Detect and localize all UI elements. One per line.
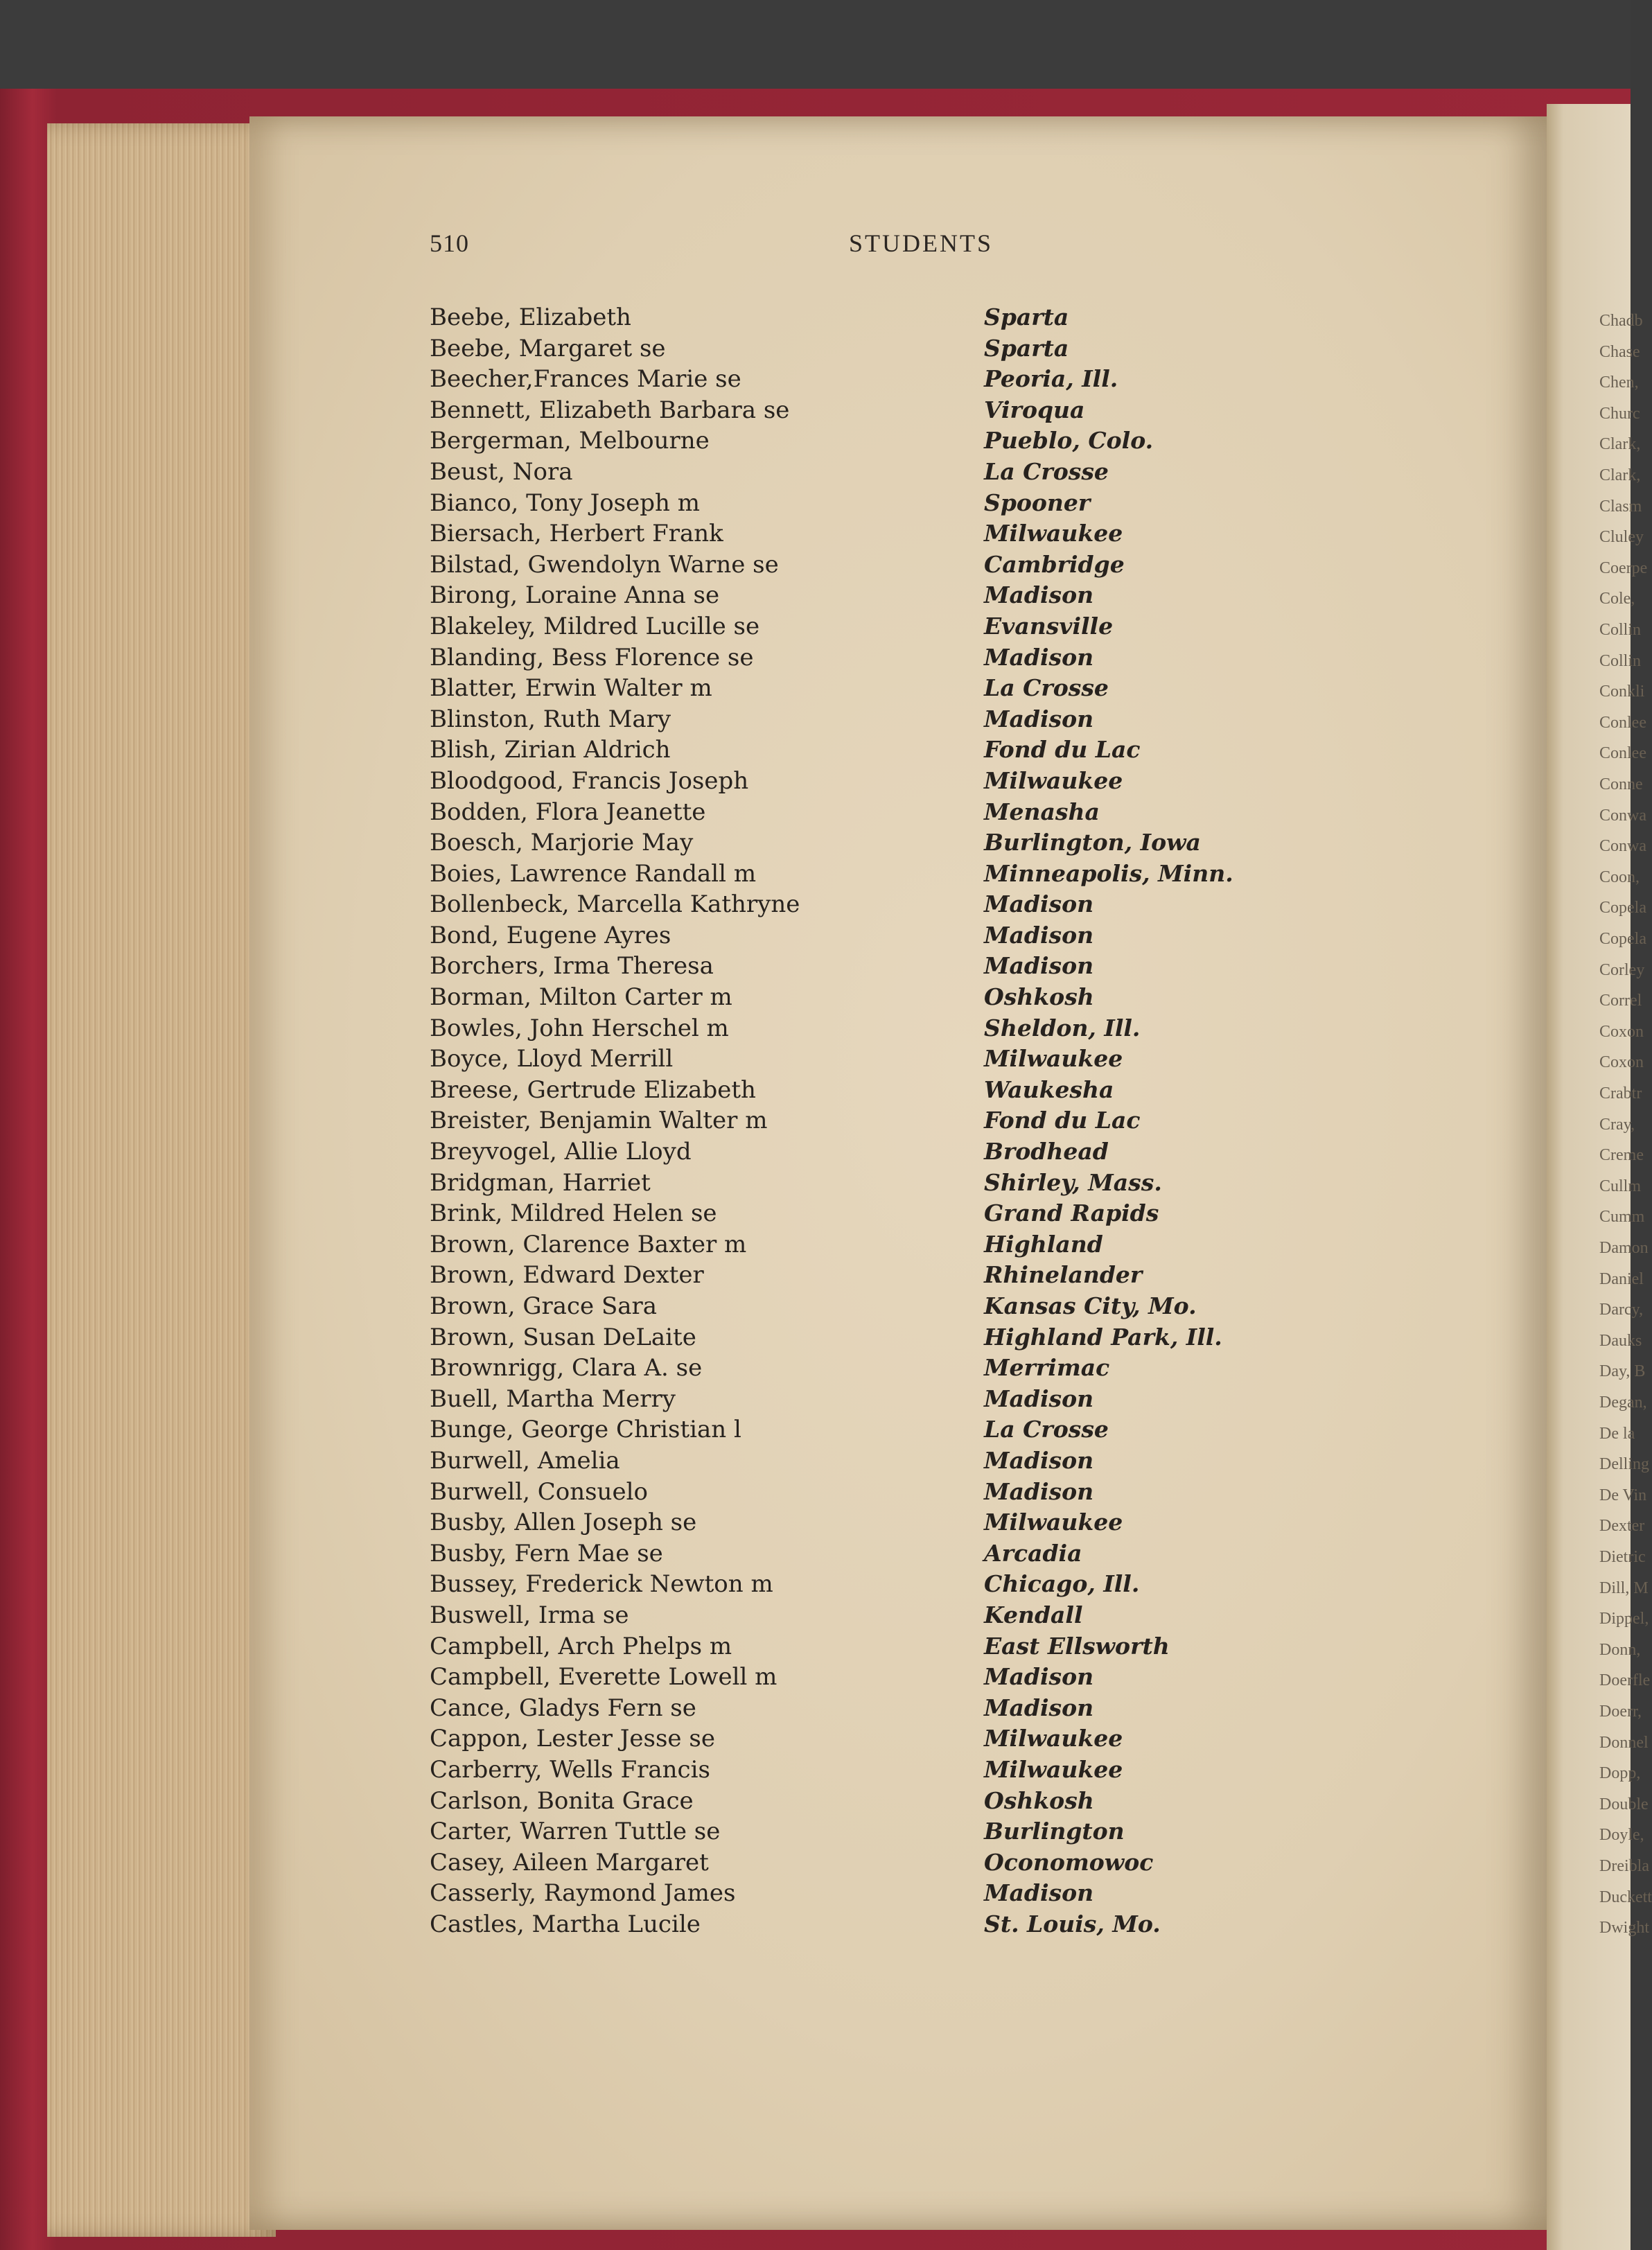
student-entry (430, 704, 1330, 735)
facing-page-fragment: Clark, (1599, 466, 1641, 484)
student-hometown: Oshkosh (984, 983, 1094, 1011)
student-name: Bloodgood, Francis Joseph (430, 766, 749, 795)
student-name: Campbell, Arch Phelps m (430, 1632, 732, 1660)
facing-page-fragment: Clark, (1599, 435, 1641, 454)
student-list (430, 302, 1330, 1940)
student-name: Bowles, John Herschel m (430, 1014, 729, 1042)
student-hometown: La Crosse (984, 674, 1109, 702)
student-entry (430, 859, 1330, 890)
student-hometown: Kansas City, Mo. (984, 1292, 1197, 1319)
student-hometown: Sparta (984, 334, 1069, 362)
facing-page-fragment: Creme (1599, 1146, 1644, 1165)
student-name: Buswell, Irma se (430, 1601, 629, 1629)
student-name: Brown, Susan DeLaite (430, 1323, 696, 1351)
student-name: Carberry, Wells Francis (430, 1755, 710, 1784)
student-name: Bilstad, Gwendolyn Warne se (430, 550, 779, 579)
student-hometown: Highland Park, Ill. (984, 1323, 1222, 1351)
student-hometown: Oshkosh (984, 1786, 1094, 1814)
student-hometown: Sparta (984, 304, 1069, 331)
facing-page-fragment: Coxon (1599, 1022, 1644, 1041)
student-entry (430, 1662, 1330, 1693)
facing-page-fragment: Doyle, (1599, 1826, 1644, 1845)
student-entry (430, 1786, 1330, 1817)
facing-page-fragment: Copela (1599, 899, 1646, 917)
student-entry (430, 1755, 1330, 1786)
student-entry (430, 889, 1330, 920)
facing-page-fragment: Collin (1599, 621, 1642, 639)
student-name: Brownrigg, Clara A. se (430, 1354, 703, 1382)
student-hometown: Madison (984, 1385, 1094, 1412)
facing-page-fragment: Dauks (1599, 1331, 1642, 1350)
student-name: Beust, Nora (430, 457, 573, 486)
student-name: Bond, Eugene Ayres (430, 921, 671, 949)
student-hometown: Fond du Lac (984, 736, 1141, 764)
student-name: Boies, Lawrence Randall m (430, 859, 757, 888)
facing-page-fragment: Coxon (1599, 1053, 1644, 1072)
student-name: Bridgman, Harriet (430, 1168, 651, 1197)
student-name: Blish, Zirian Aldrich (430, 736, 671, 764)
student-name: Beebe, Margaret se (430, 334, 666, 362)
student-entry (430, 302, 1330, 333)
student-hometown: Madison (984, 1446, 1094, 1474)
facing-page-fragment: Chase (1599, 342, 1640, 361)
student-name: Boyce, Lloyd Merrill (430, 1045, 674, 1073)
student-entry (430, 920, 1330, 951)
student-name: Casey, Aileen Margaret (430, 1848, 709, 1877)
student-hometown: Madison (984, 581, 1094, 609)
facing-page-fragment: Duckett (1599, 1888, 1652, 1906)
student-hometown: Milwaukee (984, 1755, 1123, 1783)
student-entry (430, 1168, 1330, 1199)
student-hometown: Madison (984, 1663, 1094, 1691)
student-name: Boesch, Marjorie May (430, 829, 694, 857)
student-hometown: Madison (984, 1477, 1094, 1505)
student-hometown: Minneapolis, Minn. (984, 859, 1233, 887)
student-entry (430, 1600, 1330, 1631)
student-name: Brink, Mildred Helen se (430, 1199, 717, 1228)
student-name: Carter, Warren Tuttle se (430, 1818, 721, 1846)
facing-page-fragment: Delling (1599, 1455, 1649, 1474)
student-entry (430, 611, 1330, 642)
student-name: Breese, Gertrude Elizabeth (430, 1075, 756, 1104)
student-name: Brown, Edward Dexter (430, 1261, 704, 1290)
student-hometown: Madison (984, 890, 1094, 918)
student-hometown: La Crosse (984, 457, 1109, 485)
student-hometown: Madison (984, 952, 1094, 980)
facing-page-fragment: Corley (1599, 960, 1645, 979)
student-entry (430, 1816, 1330, 1847)
facing-page-fragment: De la (1599, 1424, 1635, 1443)
student-entry (430, 1693, 1330, 1724)
facing-page-fragment: Conwa (1599, 806, 1646, 825)
student-entry (430, 1198, 1330, 1229)
facing-page-fragment: Coerpe (1599, 559, 1648, 577)
student-name: Borman, Milton Carter m (430, 983, 732, 1012)
page-title: STUDENTS (849, 229, 994, 257)
student-entry (430, 1384, 1330, 1415)
student-entry (430, 766, 1330, 797)
student-hometown: Merrimac (984, 1354, 1110, 1382)
student-hometown: Milwaukee (984, 766, 1123, 794)
student-name: Burwell, Consuelo (430, 1477, 648, 1506)
student-entry (430, 550, 1330, 581)
facing-page-fragment: Copela (1599, 930, 1646, 948)
student-entry (430, 1631, 1330, 1662)
student-entry (430, 951, 1330, 982)
facing-page-fragment: Donnel (1599, 1733, 1649, 1752)
facing-page-fragment: Conlee (1599, 744, 1646, 763)
student-entry (430, 1105, 1330, 1136)
student-name: Biersach, Herbert Frank (430, 520, 723, 548)
facing-page-fragment: Dietric (1599, 1548, 1646, 1566)
student-hometown: Madison (984, 1694, 1094, 1721)
facing-page-fragment: De Vin (1599, 1486, 1647, 1504)
student-name: Burwell, Amelia (430, 1446, 620, 1475)
student-hometown: Shirley, Mass. (984, 1168, 1162, 1196)
student-entry (430, 1013, 1330, 1044)
student-entry (430, 1229, 1330, 1260)
student-name: Beebe, Elizabeth (430, 304, 631, 331)
student-name: Busby, Allen Joseph se (430, 1509, 697, 1537)
student-entry (430, 1507, 1330, 1538)
facing-page-fragment: Dwight (1599, 1919, 1649, 1937)
student-name: Brown, Grace Sara (430, 1292, 658, 1320)
student-entry (430, 1878, 1330, 1909)
student-entry (430, 518, 1330, 550)
student-hometown: Madison (984, 1879, 1094, 1907)
student-entry (430, 1075, 1330, 1106)
student-name: Blakeley, Mildred Lucille se (430, 612, 760, 640)
student-name: Blanding, Bess Florence se (430, 643, 754, 671)
facing-page-fragment: Correl (1599, 992, 1642, 1010)
student-name: Bianco, Tony Joseph m (430, 489, 700, 517)
facing-page-fragment: Degan, (1599, 1394, 1647, 1412)
student-name: Borchers, Irma Theresa (430, 952, 714, 981)
student-entry (430, 1847, 1330, 1879)
facing-page-fragment: Damon (1599, 1239, 1649, 1257)
student-hometown: Brodhead (984, 1138, 1109, 1166)
student-entry (430, 1260, 1330, 1291)
student-hometown: Burlington, Iowa (984, 829, 1201, 856)
student-name: Bodden, Flora Jeanette (430, 798, 706, 826)
student-name: Bennett, Elizabeth Barbara se (430, 396, 790, 424)
student-entry (430, 1723, 1330, 1755)
student-hometown: Oconomowoc (984, 1848, 1154, 1876)
student-entry (430, 364, 1330, 395)
student-hometown: Fond du Lac (984, 1107, 1141, 1134)
facing-page-fragment: Cole, (1599, 590, 1635, 608)
student-name: Bollenbeck, Marcella Kathryne (430, 890, 800, 919)
student-hometown: Highland (984, 1230, 1103, 1258)
student-hometown: Madison (984, 705, 1094, 732)
facing-page-fragment: Dill, M (1599, 1579, 1649, 1597)
student-hometown: East Ellsworth (984, 1632, 1170, 1660)
student-name: Breyvogel, Allie Lloyd (430, 1138, 692, 1166)
facing-page-fragment: Coon, (1599, 868, 1640, 886)
student-hometown: Milwaukee (984, 1509, 1123, 1536)
facing-page-fragment: Dippel, (1599, 1610, 1649, 1628)
student-entry (430, 425, 1330, 457)
student-name: Campbell, Everette Lowell m (430, 1663, 777, 1691)
student-hometown: Pueblo, Colo. (984, 427, 1154, 455)
student-hometown: Evansville (984, 612, 1114, 640)
facing-page-fragment: Cray, (1599, 1115, 1635, 1134)
facing-page-fragment: Churc (1599, 404, 1640, 423)
student-hometown: Spooner (984, 489, 1091, 516)
student-name: Carlson, Bonita Grace (430, 1786, 694, 1815)
student-entry (430, 1909, 1330, 1940)
student-entry (430, 735, 1330, 766)
student-name: Castles, Martha Lucile (430, 1910, 701, 1938)
student-entry (430, 333, 1330, 364)
facing-page-fragment: Doerfle (1599, 1671, 1651, 1690)
student-name: Birong, Loraine Anna se (430, 581, 720, 610)
student-entry (430, 488, 1330, 519)
facing-page-fragment: Double (1599, 1795, 1649, 1813)
student-hometown: Sheldon, Ill. (984, 1014, 1141, 1041)
student-name: Beecher,Frances Marie se (430, 365, 741, 394)
facing-page-fragment: Conlee (1599, 713, 1646, 732)
facing-page-fragment: Doerr, (1599, 1703, 1642, 1721)
student-entry (430, 1353, 1330, 1384)
student-entry (430, 457, 1330, 488)
student-hometown: Madison (984, 921, 1094, 949)
student-entry (430, 1044, 1330, 1075)
student-name: Blinston, Ruth Mary (430, 705, 671, 733)
student-hometown: Arcadia (984, 1539, 1082, 1567)
facing-page-fragment: Conne (1599, 775, 1643, 793)
student-entry (430, 827, 1330, 859)
student-name: Breister, Benjamin Walter m (430, 1107, 768, 1135)
student-hometown: Menasha (984, 798, 1100, 825)
facing-page-fragment: Donn, (1599, 1640, 1641, 1659)
facing-page-fragment: Daniel (1599, 1269, 1644, 1288)
page-number: 510 (430, 229, 469, 257)
student-name: Casserly, Raymond James (430, 1879, 736, 1908)
facing-page-fragment: Day, B (1599, 1362, 1646, 1381)
student-entry (430, 673, 1330, 704)
facing-page-fragment: Dopp, (1599, 1764, 1641, 1783)
facing-page-fragment: Crabtr (1599, 1084, 1642, 1102)
student-hometown: Milwaukee (984, 1045, 1123, 1073)
student-name: Bunge, George Christian l (430, 1416, 741, 1444)
student-hometown: Peoria, Ill. (984, 365, 1118, 393)
student-name: Blatter, Erwin Walter m (430, 674, 712, 703)
facing-page-fragment: Collin (1599, 651, 1642, 670)
facing-page-fragment: Conwa (1599, 837, 1646, 856)
student-name: Cappon, Lester Jesse se (430, 1725, 715, 1753)
student-hometown: Grand Rapids (984, 1199, 1159, 1227)
student-entry (430, 1291, 1330, 1322)
student-hometown: Cambridge (984, 550, 1125, 578)
student-hometown: Rhinelander (984, 1261, 1143, 1289)
student-hometown: Milwaukee (984, 520, 1123, 547)
student-entry (430, 1569, 1330, 1600)
student-entry (430, 580, 1330, 611)
student-entry (430, 1322, 1330, 1353)
student-name: Buell, Martha Merry (430, 1385, 676, 1413)
facing-page-fragment: Chen, (1599, 373, 1639, 392)
facing-page-fragment: Clasm (1599, 497, 1642, 516)
student-entry (430, 1136, 1330, 1168)
student-entry (430, 642, 1330, 674)
student-name: Brown, Clarence Baxter m (430, 1230, 747, 1258)
student-hometown: Milwaukee (984, 1725, 1123, 1752)
student-hometown: St. Louis, Mo. (984, 1910, 1161, 1937)
student-entry (430, 395, 1330, 426)
student-entry (430, 982, 1330, 1013)
student-hometown: Viroqua (984, 396, 1085, 423)
student-hometown: Kendall (984, 1601, 1083, 1628)
facing-page-fragment: Darcy, (1599, 1301, 1644, 1319)
student-hometown: Chicago, Ill. (984, 1570, 1140, 1598)
student-entry (430, 1538, 1330, 1570)
student-name: Busby, Fern Mae se (430, 1539, 663, 1567)
student-hometown: Madison (984, 643, 1094, 671)
student-hometown: La Crosse (984, 1416, 1109, 1443)
student-name: Bergerman, Melbourne (430, 427, 710, 455)
page-block-edge (47, 123, 276, 2237)
student-hometown: Waukesha (984, 1075, 1114, 1103)
facing-page-fragment: Cullm (1599, 1177, 1642, 1195)
facing-page-fragment: Dreibla (1599, 1857, 1649, 1875)
facing-page-edge (1547, 104, 1652, 2250)
facing-page-fragment: Cluley (1599, 528, 1644, 547)
facing-page-fragment: Chadb (1599, 312, 1643, 330)
facing-page-fragment: Cumm (1599, 1208, 1645, 1227)
student-name: Bussey, Frederick Newton m (430, 1570, 773, 1599)
student-hometown: Burlington (984, 1818, 1125, 1845)
student-name: Cance, Gladys Fern se (430, 1694, 696, 1722)
student-entry (430, 797, 1330, 828)
facing-page-fragment: Conkli (1599, 683, 1645, 701)
facing-page-fragment: Dexter (1599, 1517, 1645, 1536)
student-entry (430, 1445, 1330, 1477)
student-entry (430, 1414, 1330, 1445)
student-entry (430, 1477, 1330, 1508)
